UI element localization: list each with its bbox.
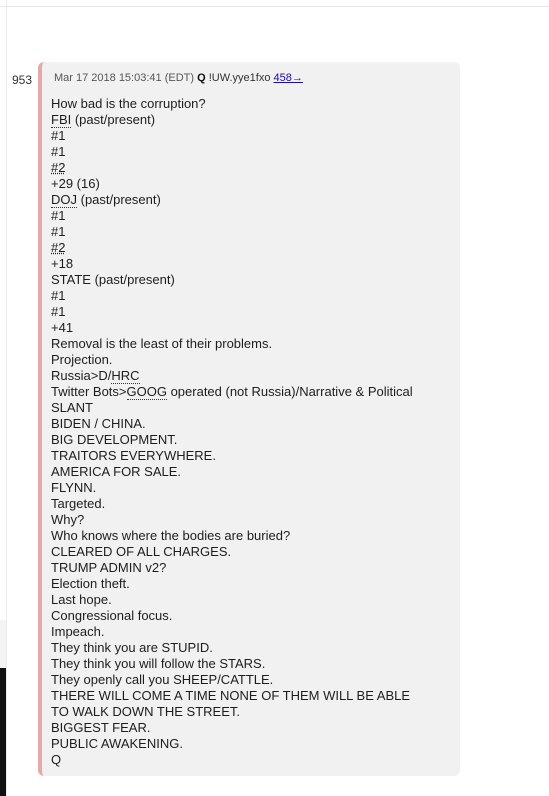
post-text: Russia>D/: [51, 368, 112, 383]
post-text: SLANT: [51, 400, 93, 415]
poster-name: Q: [197, 72, 206, 84]
post-text: #1: [51, 208, 66, 223]
reply-link[interactable]: 458→: [273, 72, 303, 84]
post-line: [51, 464, 455, 480]
left-edge-dark-panel: [0, 668, 6, 796]
post-text: BIDEN / CHINA.: [51, 416, 146, 431]
post-text: TO WALK DOWN THE STREET.: [51, 704, 241, 719]
post-line: [51, 496, 455, 512]
post-line: [51, 640, 455, 656]
post-text: Twitter Bots>: [51, 384, 127, 399]
post-line: [51, 752, 455, 768]
post-line: [51, 704, 455, 720]
post-line: [51, 176, 455, 192]
post-line: [51, 416, 455, 432]
post-text: Who knows where the bodies are buried?: [51, 528, 291, 543]
post-line: [51, 528, 455, 544]
post-text: +41: [51, 320, 74, 335]
post-text: #1: [51, 224, 66, 239]
post-text: They think you will follow the STARS.: [51, 656, 266, 671]
post-line: [51, 96, 455, 112]
post-text: STATE (past/present): [51, 272, 175, 287]
post-text: operated (not Russia)/Narrative & Political: [166, 384, 413, 399]
post-line: [51, 288, 455, 304]
post-line: [51, 272, 455, 288]
poster-tripcode: !UW.yye1fxo: [208, 72, 271, 84]
post-line: [51, 736, 455, 752]
post-line: [51, 400, 455, 416]
post-line: [51, 576, 455, 592]
post-text: PUBLIC AWAKENING.: [51, 736, 183, 751]
post-line: [51, 224, 455, 240]
post-line: [51, 384, 455, 400]
post-text: Election theft.: [51, 576, 130, 591]
post-line: [51, 368, 455, 384]
post-text: Last hope.: [51, 592, 112, 607]
post-text: They think you are STUPID.: [51, 640, 213, 655]
post-line: [51, 320, 455, 336]
post-line: [51, 688, 455, 704]
post-line: [51, 304, 455, 320]
left-margin-divider: [6, 0, 7, 796]
post-line: [51, 608, 455, 624]
post-text: TRUMP ADMIN v2?: [51, 560, 167, 575]
post-line: [51, 256, 455, 272]
post-line: [51, 592, 455, 608]
post-text: #1: [51, 288, 66, 303]
post-body: [51, 96, 455, 768]
post-text: BIG DEVELOPMENT.: [51, 432, 178, 447]
post-line: [51, 720, 455, 736]
post-text: #1: [51, 144, 66, 159]
abbreviation: HRC: [111, 368, 140, 383]
post-line: [51, 128, 455, 144]
post-line: [51, 560, 455, 576]
post-text: They openly call you SHEEP/CATTLE.: [51, 672, 274, 687]
post-text: Why?: [51, 512, 85, 527]
post-text: (past/present): [71, 112, 156, 127]
post-card: [38, 62, 460, 776]
post-line: [51, 432, 455, 448]
post-reference[interactable]: #2: [51, 240, 66, 255]
post-line: [51, 144, 455, 160]
post-text: #1: [51, 304, 66, 319]
post-line: [51, 192, 455, 208]
post-line: [51, 480, 455, 496]
post-header: [54, 72, 303, 84]
post-text: FLYNN.: [51, 480, 97, 495]
post-line: [51, 544, 455, 560]
post-line: [51, 352, 455, 368]
post-text: Projection.: [51, 352, 113, 367]
post-text: Congressional focus.: [51, 608, 173, 623]
post-line: [51, 448, 455, 464]
post-text: How bad is the corruption?: [51, 96, 206, 111]
post-text: #1: [51, 128, 66, 143]
post-line: [51, 112, 455, 128]
post-text: Q: [51, 752, 62, 767]
post-line: [51, 656, 455, 672]
abbreviation: FBI: [51, 112, 72, 127]
post-text: Targeted.: [51, 496, 106, 511]
post-reference[interactable]: #2: [51, 160, 66, 175]
top-divider: [0, 6, 549, 7]
post-line: [51, 208, 455, 224]
post-number: 953: [12, 73, 33, 87]
abbreviation: DOJ: [51, 192, 77, 207]
post-text: (past/present): [77, 192, 161, 207]
post-line: [51, 624, 455, 640]
post-line: [51, 672, 455, 688]
post-line: [51, 240, 455, 256]
post-text: THERE WILL COME A TIME NONE OF THEM WILL BE ABLE: [51, 688, 411, 703]
post-text: AMERICA FOR SALE.: [51, 464, 182, 479]
post-line: [51, 336, 455, 352]
post-text: TRAITORS EVERYWHERE.: [51, 448, 216, 463]
abbreviation: GOOG: [126, 384, 167, 399]
post-line: [51, 512, 455, 528]
post-text: Removal is the least of their problems.: [51, 336, 273, 351]
left-edge-panel: [0, 620, 6, 668]
post-text: BIGGEST FEAR.: [51, 720, 151, 735]
post-text: +29 (16): [51, 176, 100, 191]
post-text: +18: [51, 256, 74, 271]
post-line: [51, 160, 455, 176]
post-text: Impeach.: [51, 624, 105, 639]
post-date: Mar 17 2018 15:03:41 (EDT): [54, 72, 195, 84]
post-text: CLEARED OF ALL CHARGES.: [51, 544, 232, 559]
